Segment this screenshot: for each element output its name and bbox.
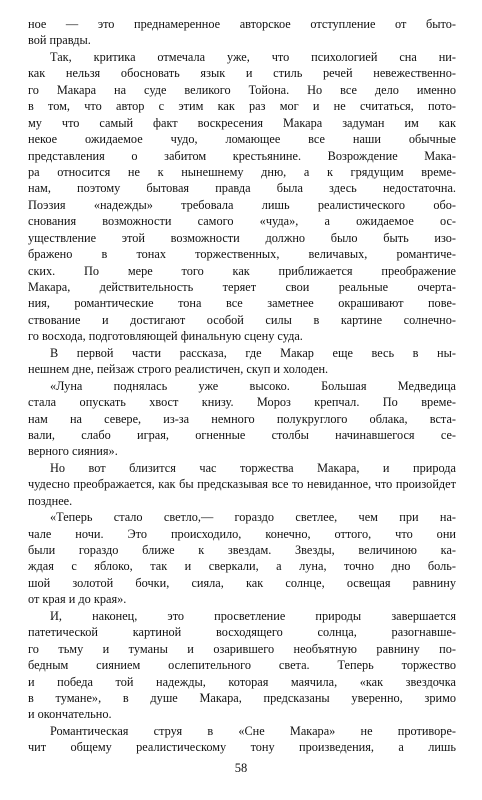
text-line: нам на севере, из-за немного полукруглого облака, вста- — [28, 411, 456, 426]
text-line: «Теперь стало светло,— гораздо светлее, чем при на- — [50, 510, 456, 525]
text-line: стала опускать хвост книзу. Мороз крепчал. По време- — [28, 395, 456, 410]
text-line: В первой части рассказа, где Макар еще весь в ны- — [50, 345, 456, 360]
text-line: ное — это преднамеренное авторское отступление от быто- — [28, 17, 456, 31]
text-line: го тьму и туманы и озарившего необъятную равнину по- — [28, 641, 456, 656]
text-line: И, наконец, это просветление природы завершается — [50, 608, 456, 623]
text-line: чудесно преображается, как бы предсказывая все то невиданное, что произойдет позднее. — [28, 477, 456, 508]
text-line: представления о забитом крестьянине. Возрождение Мака- — [28, 148, 456, 163]
text-line: чит общему реалистическому тону произведения, а лишь — [28, 740, 456, 755]
text-line: Макара, действительность теряет свои реальные очерта- — [28, 280, 456, 294]
text-line: и окончательно. — [28, 707, 112, 722]
text-line: шой золотой бочки, сияла, как солнце, освещая равнину — [28, 575, 456, 590]
page-body-text — [28, 16, 456, 756]
text-line: го восхода, подготовляющей финальную сцену суда. — [28, 329, 303, 344]
text-line: бедным сиянием ослепительного света. Теперь торжество — [28, 658, 456, 673]
text-line: «Луна поднялась уже высоко. Большая Медведица — [50, 378, 456, 393]
text-line: ждая с яблоко, так и сверкали, а луна, точно дно боль- — [28, 559, 456, 574]
text-line: вали, слабо играя, огненные столбы начинавшегося се- — [28, 427, 456, 442]
page-number: 58 — [234, 761, 248, 775]
text-line: в том, что автор с этим как раз мог и не считаться, пото- — [28, 99, 456, 114]
text-line: Так, критика отмечала уже, что психологией сна ни- — [50, 49, 456, 64]
text-line: бражено в тонах торжественных, величавых, романтиче- — [28, 247, 456, 262]
text-line: Но вот близится час торжества Макара, и природа — [50, 460, 456, 475]
text-line: верного сияния». — [28, 444, 118, 459]
text-line: ра относится не к нынешнему дню, а к грядущим време- — [28, 164, 456, 179]
text-line: снования возможности самого «чуда», а ожидаемое ос- — [28, 214, 456, 229]
text-line: Романтическая струя в «Сне Макара» не противоре- — [50, 723, 456, 738]
text-line: чале ночи. Это происходило, конечно, оттого, что они — [28, 526, 456, 541]
text-line: Поэзия «надежды» требовала лишь реалистического обо- — [28, 197, 456, 212]
text-line: ствование и достигают особой силы в картине солнечно- — [28, 312, 456, 327]
text-line: му что самый факт воскресения Макара задуман им как — [28, 115, 456, 130]
text-line: ских. По мере того как приближается преображение — [28, 263, 456, 278]
text-line: в тумане», в душе Макара, предсказаны уверенно, зримо — [28, 690, 456, 705]
text-line: и победа той надежды, которая маячила, «как звездочка — [28, 674, 456, 689]
text-line: некое ожидаемое чудо, ломающее все наши обычные — [28, 132, 456, 147]
text-line: ния, романтические тона все заметнее окрашивают пове- — [28, 296, 456, 311]
text-line: го Макара на суде великого Тойона. Но все дело именно — [28, 82, 456, 97]
text-line: от края и до края». — [28, 592, 127, 607]
text-line: патетической картиной восходящего солнца, разогнавше- — [28, 625, 456, 640]
text-line: нешнем дне, пейзаж строго реалистичен, скуп и холоден. — [28, 362, 329, 377]
text-line: нам, поэтому бытовая правда была здесь недостаточна. — [28, 181, 456, 196]
text-line: были гораздо ближе к звездам. Звезды, величиною ка- — [28, 543, 456, 558]
text-line: уществление этой возможности должно было быть изо- — [28, 230, 456, 245]
text-line: вой правды. — [28, 33, 91, 48]
text-line: как нельзя обосновать язык и стиль речей невежественно- — [28, 66, 456, 81]
